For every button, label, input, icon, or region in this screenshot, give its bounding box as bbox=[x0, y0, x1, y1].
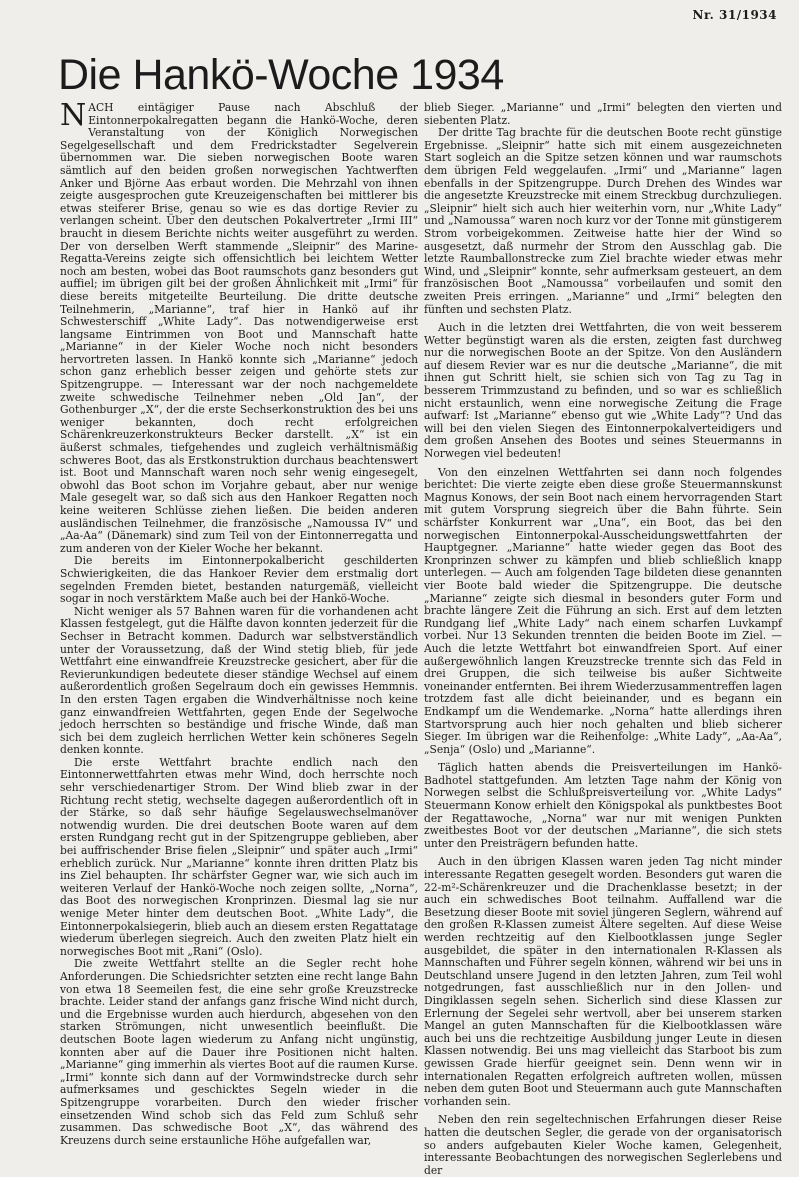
article-title: Die Hankö-Woche 1934 bbox=[58, 51, 504, 99]
paragraph: Täglich hatten abends die Preisverteilungen im Hankö-Badhotel stattgefunden. Am letzten Tage nahm der König von Norwegen selbst die Schlußpreisverteilung vor. „White Ladys“ Steuermann Konow erhielt den Königspokal als punktbestes Boot der Regattawoche, „Norna“ war nur mit wenigen Punkten zweitbestes Boot vor der deutschen „Marianne“, die sich stets unter den Preisträgern befunden hatte. bbox=[424, 761, 782, 850]
paragraph: Von den einzelnen Wettfahrten sei dann noch folgendes berichtet: Die vierte zeigte eben diese große Steuermannskunst Magnus Konows, der sein Boot nach einem hervorragenden Start mit gutem Vorsprung siegreich über die Bahn führte. Sein schärfster Konkurrent war „Una“, ein Boot, das bei den norwegischen Eintonnerpokal-Ausscheidungswettfahrten der Hauptgegner. „Marianne“ hatte wieder gegen das Boot des Kronprinzen schwer zu kämpfen und blieb schließlich knapp unterlegen. — Auch am folgenden Tage bildeten diese genannten vier Boote bald wieder die Spitzengruppe. Die deutsche „Marianne“ zeigte sich diesmal in besonders guter Form und brachte längere Zeit die Führung an sich. Erst auf dem letzten Rundgang lief „White Lady“ nach einem scharfen Luvkampf vorbei. Nur 13 Sekunden trennten die beiden Boote im Ziel. — Auch die letzte Wettfahrt bot einwandfreien Sport. Auf einer außergewöhnlich langen Kreuzstrecke trennte sich das Feld in drei Gruppen, die sich teilweise bis außer Sichtweite voneinander entfernten. Bei ihrem Wiederzusammentreffen lagen trotzdem fast alle dicht beieinander, und es begann ein Endkampf um die Wendemarke. „Norna“ hatte allerdings ihren Startvorsprung auch hier noch gehalten und blieb sicherer Sieger. Im übrigen war die Reihenfolge: „White Lady“, „Aa-Aa“, „Senja“ (Oslo) und „Marianne“. bbox=[424, 465, 782, 756]
paragraph: Auch in den übrigen Klassen waren jeden Tag nicht minder interessante Regatten gesegelt worden. Besonders gut waren die 22-m²-Schärenkreuzer und die Drachenklasse besetzt; in der auch ein schwedisches Boot teilnahm. Auffallend war die Besetzung dieser Boote mit soviel jüngeren Seglern, während auf den großen R-Klassen zumeist Ältere segelten. Auf diese Weise werden rechtzeitig auf den Kielbootklassen junge Segler ausgebildet, die später in den internationalen R-Klassen als Mannschaften und Führer segeln können, während wir bei uns in Deutschland unsere Jugend in den letzten Jahren, zum Teil wohl notgedrungen, fast ausschließlich nur in den Jollen- und Dingiklassen segeln sehen. Sicherlich sind diese Klassen zur Erlernung der Segelei sehr wertvoll, aber bei unserem starken Mangel an guten Mannschaften für die Kielbootklassen wäre auch bei uns die rechtzeitige Ausbildung junger Leute in diesen Klassen notwendig. Bei uns mag vielleicht das Starboot bis zum gewissen Grade hierfür geeignet sein. Denn wenn wir in internationalen Regatten erfolgreich auftreten wollen, müssen neben dem guten Boot und Steuermann auch gute Mannschaften vorhanden sein. bbox=[424, 855, 782, 1108]
paragraph: Die zweite Wettfahrt stellte an die Segler recht hohe Anforderungen. Die Schiedsrichter setzten eine recht lange Bahn von etwa 18 Seemeilen fest, die eine sehr große Kreuzstrecke brachte. Leider stand der anfangs ganz frische Wind nicht durch, und die Ergebnisse wurden auch hierdurch, abgesehen von den starken Strömungen, nicht unwesentlich beeinflußt. Die deutschen Boote lagen wiederum zu Anfang nicht ungünstig, konnten aber auf die Dauer ihre Positionen nicht halten. „Marianne“ ging immerhin als viertes Boot auf die raumen Kurse. „Irmi“ konnte sich dann auf der Vormwindstrecke durch sehr aufmerksames und geschicktes Segeln wieder in die Spitzengruppe vorarbeiten. Durch den wieder frischer einsetzenden Wind schob sich das Feld zum Schluß sehr zusammen. Das schwedische Boot „X“, das während des Kreuzens durch seine erstaunliche Höhe aufgefallen war, bbox=[60, 957, 418, 1147]
paragraph: Der dritte Tag brachte für die deutschen Boote recht günstige Ergebnisse. „Sleipnir“ hatte sich mit einem ausgezeichneten Start sogleich an die Spitze setzen können und war raumschots dem übrigen Feld weggelaufen. „Irmi“ und „Marianne“ lagen ebenfalls in der Spitzengruppe. Durch Drehen des Windes war die angesetzte Kreuzstrecke mit einem Streckbug durchzuliegen. „Sleipnir“ hielt sich auch hier weiterhin vorn, nur „White Lady“ und „Namoussa“ waren noch kurz vor der Tonne mit günstigerem Strom vorbeigekommen. Zeitweise hatte hier der Wind so ausgesetzt, daß nurmehr der Strom den Ausschlag gab. Die letzte Raumballonstrecke zum Ziel brachte wieder etwas mehr Wind, und „Sleipnir“ konnte, sehr aufmerksam gesteuert, an dem französischen Boot „Namoussa“ vorbeilaufen und somit den zweiten Preis erringen. „Marianne“ und „Irmi“ belegten den fünften und sechsten Platz. bbox=[424, 126, 782, 316]
paragraph: blieb Sieger. „Marianne“ und „Irmi“ belegten den vierten und siebenten Platz. bbox=[424, 101, 782, 127]
right-column bbox=[424, 102, 782, 1177]
paragraph: Die bereits im Eintonnerpokalbericht geschilderten Schwierigkeiten, die das Hankoer Revier dem erstmalig dort segelnden Fremden bietet, bestanden naturgemäß, vielleicht sogar in noch verstärktem Maße auch bei der Hankö-Woche. bbox=[60, 554, 418, 606]
issue-number: Nr. 31/1934 bbox=[692, 8, 777, 22]
paragraph: Neben den rein segeltechnischen Erfahrungen dieser Reise hatten die deutschen Segler, die gerade von der organisatorisch so anders aufgebauten Kieler Woche kamen, Gelegenheit, interessante Beobachtungen des norwegischen Seglerlebens und der bbox=[424, 1113, 782, 1177]
paragraph-text: ACH eintägiger Pause nach Abschluß der Eintonnerpokalregatten begann die Hankö-Woche, deren Veranstaltung von der Königlich Norwegischen Segelgesellschaft und dem Fredrickstadter Segelverein übernommen war. Die sieben norwegischen Boote waren sämtlich auf den beiden großen norwegischen Yachtwerften Anker und Björne Aas erbaut worden. Die Mehrzahl von ihnen zeigte ausgesprochen gute Kreuzeigenschaften bei mittlerer bis etwas steiferer Brise, genau so wie es das dortige Revier zu verlangen scheint. Über den deutschen Pokalvertreter „Irmi III“ braucht in diesem Berichte nichts weiter ausgeführt zu werden. Der von derselben Werft stammende „Sleipnir“ des Marine-Regatta-Vereins zeigte sich offensichtlich bei leichtem Wetter noch am besten, wobei das Boot raumschots ganz besonders gut auffiel; im übrigen gilt bei der großen Ähnlichkeit mit „Irmi“ für diese bereits mitgeteilte Beurteilung. Die dritte deutsche Teilnehmerin, „Marianne“, traf hier in Hankö auf ihr Schwesterschiff „White Lady“. Das notwendigerweise erst langsame Eintrimmen von Boot und Mannschaft hatte „Marianne“ in der Kieler Woche noch nicht besonders hervortreten lassen. In Hankö konnte sich „Marianne“ jedoch schon ganz erheblich besser zeigen und gehörte stets zur Spitzengruppe. — Interessant war der noch nachgemeldete zweite schwedische Teilnehmer neben „Old Jan“, der Gothenburger „X“, der die erste Sechserkonstruktion des bei uns weniger bekannten, doch recht erfolgreichen Schärenkreuzerkonstrukteurs Becker darstellt. „X“ ist ein äußerst schmales, tiefgehendes und zugleich verhältnismäßig schweres Boot, das als Erstkonstruktion durchaus beachtenswert ist. Boot und Mannschaft waren noch sehr wenig eingesegelt, obwohl das Boot schon im Vorjahre gebaut, aber nur wenige Male gesegelt war, so daß sich aus den Hankoer Regatten noch keine weiteren Schlüsse ziehen ließen. Die beiden anderen ausländischen Teilnehmer, die französische „Namoussa IV“ und „Aa-Aa“ (Dänemark) sind zum Teil von der Eintonnerregatta und zum anderen von der Kieler Woche her bekannt. bbox=[60, 101, 418, 555]
paragraph: Nicht weniger als 57 Bahnen waren für die vorhandenen acht Klassen festgelegt, gut die Hälfte davon konnten jederzeit für die Sechser in Betracht kommen. Dadurch war selbstverständlich unter der Voraussetzung, daß der Wind stetig blieb, für jede Wettfahrt eine einwandfreie Kreuzstrecke gesichert, aber für die Revierunkundigen bedeutete dieser ständige Wechsel auf einem außerordentlich großen Segelraum doch ein gewisses Hemmnis. In den ersten Tagen ergaben die Windverhältnisse noch keine ganz einwandfreien Wettfahrten, gegen Ende der Segelwoche jedoch herrschten so beständige und frische Winde, daß man sich bei dem zugleich herrlichen Wetter kein schöneres Segeln denken konnte. bbox=[60, 604, 418, 757]
paragraph: Die erste Wettfahrt brachte endlich nach den Eintonnerwettfahrten etwas mehr Wind, doch herrschte noch sehr verschiedenartiger Strom. Der Wind blieb zwar in der Richtung recht stetig, wechselte dagegen außerordentlich oft in der Stärke, so daß sehr häufige Segelauswechselmanöver notwendig wurden. Die drei deutschen Boote waren auf dem ersten Rundgang recht gut in der Spitzengruppe geblieben, aber bei auffrischender Brise fielen „Sleipnir“ und später auch „Irmi“ erheblich zurück. Nur „Marianne“ konnte ihren dritten Platz bis ins Ziel behaupten. Ihr schärfster Gegner war, wie sich auch im weiteren Verlauf der Hankö-Woche noch zeigen sollte, „Norna“, das Boot des norwegischen Kronprinzen. Diesmal lag sie nur wenige Meter hinter dem deutschen Boot. „White Lady“, die Eintonnerpokalsiegerin, blieb auch an diesem ersten Regattatage wiederum überlegen siegreich. Auch den zweiten Platz hielt ein norwegisches Boot mit „Rani“ (Oslo). bbox=[60, 755, 418, 958]
paragraph: Auch in die letzten drei Wettfahrten, die von weit besserem Wetter begünstigt waren als die ersten, zeigten fast durchweg nur die norwegischen Boote an der Spitze. Von den Ausländern auf diesem Revier war es nur die deutsche „Marianne“, die mit ihnen gut Schritt hielt, sie schien sich von Tag zu Tag in besserem Trimmzustand zu befinden, und so war es schließlich nicht erstaunlich, wenn eine norwegische Zeitung die Frage aufwarf: Ist „Marianne“ ebenso gut wie „White Lady“? Und das will bei den vielen Siegen des Eintonnerpokalverteidigers und dem großen Ansehen des Bootes und seines Steuermanns in Norwegen viel bedeuten! bbox=[424, 321, 782, 461]
paragraph bbox=[60, 98, 418, 555]
drop-cap: N bbox=[60, 98, 87, 133]
left-column bbox=[60, 98, 418, 1147]
